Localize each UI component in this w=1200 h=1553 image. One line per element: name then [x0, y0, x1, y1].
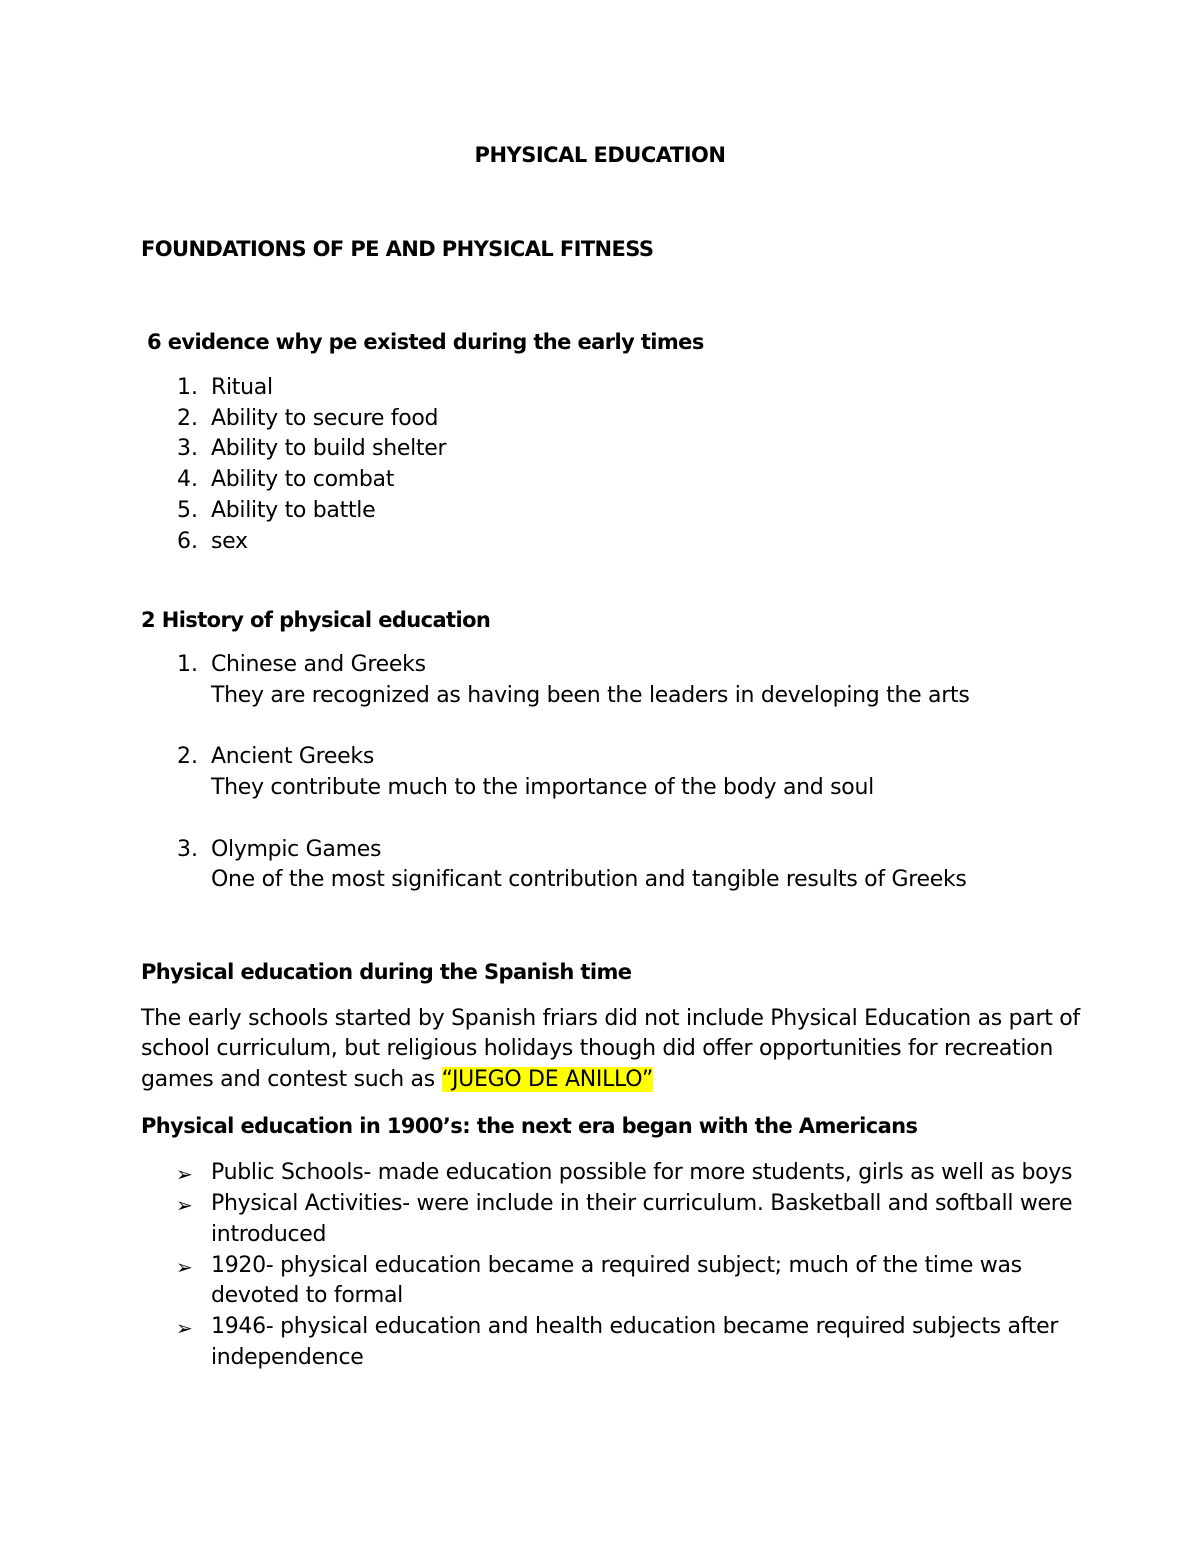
list-item-title: Ancient Greeks	[211, 744, 374, 769]
arrow-bullet-icon: ➢	[176, 1255, 193, 1279]
evidence-heading: 6 evidence why pe existed during the early times	[147, 330, 704, 354]
arrow-bullet-icon: ➢	[176, 1162, 193, 1186]
section-title-foundations: FOUNDATIONS OF PE AND PHYSICAL FITNESS	[141, 237, 654, 261]
list-text: Ability to build shelter	[211, 436, 447, 461]
bullet-text: Physical Activities- were include in their curriculum. Basketball and softball were	[211, 1191, 1073, 1216]
bullet-text: introduced	[211, 1222, 327, 1247]
paragraph-line: school curriculum, but religious holidays though did offer opportunities for recreation	[141, 1036, 1053, 1061]
paragraph-line: The early schools started by Spanish friars did not include Physical Education as part of	[141, 1006, 1080, 1031]
list-number: 2.	[177, 744, 198, 769]
list-number: 5.	[177, 498, 198, 523]
bullet-text: 1946- physical education and health education became required subjects after	[211, 1314, 1059, 1339]
list-text: Ability to secure food	[211, 406, 439, 431]
american-heading: Physical education in 1900’s: the next era began with the Americans	[141, 1114, 918, 1138]
arrow-bullet-icon: ➢	[176, 1193, 193, 1217]
list-text: sex	[211, 529, 248, 554]
bullet-text: devoted to formal	[211, 1283, 403, 1308]
highlighted-term: “JUEGO DE ANILLO”	[441, 1067, 653, 1092]
list-number: 6.	[177, 529, 198, 554]
list-text: Ritual	[211, 375, 273, 400]
bullet-text: 1920- physical education became a required subject; much of the time was	[211, 1253, 1022, 1278]
paragraph-line	[141, 1067, 653, 1092]
list-number: 2.	[177, 406, 198, 431]
document-title: PHYSICAL EDUCATION	[474, 143, 726, 167]
list-item-description: They contribute much to the importance of the body and soul	[211, 775, 874, 800]
arrow-bullet-icon: ➢	[176, 1316, 193, 1340]
list-item-title: Olympic Games	[211, 837, 382, 862]
list-number: 1.	[177, 375, 198, 400]
paragraph-text: games and contest such as	[141, 1067, 442, 1092]
bullet-text: Public Schools- made education possible for more students, girls as well as boys	[211, 1160, 1073, 1185]
list-number: 1.	[177, 652, 198, 677]
bullet-text: independence	[211, 1345, 364, 1370]
list-number: 3.	[177, 436, 198, 461]
list-number: 3.	[177, 837, 198, 862]
list-number: 4.	[177, 467, 198, 492]
list-item-title: Chinese and Greeks	[211, 652, 426, 677]
history-heading: 2 History of physical education	[141, 608, 491, 632]
spanish-heading: Physical education during the Spanish time	[141, 960, 632, 984]
list-text: Ability to combat	[211, 467, 395, 492]
list-item-description: One of the most significant contribution and tangible results of Greeks	[211, 867, 967, 892]
list-text: Ability to battle	[211, 498, 376, 523]
list-item-description: They are recognized as having been the leaders in developing the arts	[211, 683, 970, 708]
